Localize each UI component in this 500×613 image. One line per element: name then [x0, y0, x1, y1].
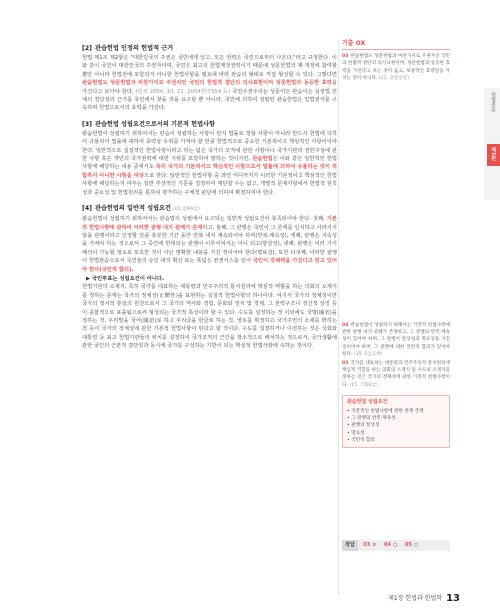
answer-value: × — [372, 542, 377, 548]
quiz-item — [342, 322, 450, 358]
section-number: [3] — [82, 120, 92, 128]
section-number: [2] — [82, 45, 92, 52]
quiz-number: 03 — [342, 54, 349, 60]
highlighted-text: 국민이 강제력을 가진다고 믿고 있어야 한다(국민적 합의). — [82, 258, 337, 273]
answer-number: 04 — [384, 542, 391, 548]
keyword-item: • 그 관행의 반복·계속성 — [347, 416, 396, 422]
section-number: [4] — [82, 205, 92, 213]
chapter-title: 제1장 헌법과 헌법학 — [388, 595, 443, 602]
main-column — [82, 44, 337, 351]
section-body — [82, 130, 337, 197]
section-heading — [82, 204, 337, 214]
keyword-item: • 국민적 합의 — [347, 437, 375, 443]
quiz-text: 관습헌법이 성립하기 위해서는 기본적 헌법사항에 관한 관행 내지 관례가 존재하고, 그 관행의 반복·계속성이 있어야 하며, 그 관행이 항상성과 명료성을 가진 것이어야 하며, 그 관행에 대한 국민적 합의가 있어야 한다. — [342, 323, 450, 357]
keyword-title: 관습헌법 성립요건 — [347, 398, 388, 405]
body-text: 하고, 둘째, 그 관행은 국민이 그 존재를 인식하고 사라지지 않을 관행이라고 인정할 만큼 충분한 기간 동안 반복 내지 계속되어야 하며(반복·계속성), 셋째, 관행은 지속성을 가져야 하는 것으로서 그 중간에 반대되는 관행이 이루어져서는 아니 되고(항상성), 넷째, 관행은 여러 가지 해석이 가능할 정도로 모호한 것이 아닌 명확한 내용을 가진 것이어야 한다(명료성). 또한 다섯째, 이러한 관행이 헌법관습으로서 국민들의 승인 내지 확신 또는 폭넓은 컨센서스를 얻어 — [82, 224, 337, 265]
body-text: 은 이와 같은 일반적인 헌법사항에 해당하는 내용 중에서도 — [82, 156, 337, 171]
quiz-text: 관습헌법도 성문헌법과 마찬가지로 주권자인 국민의 헌법적 결단의 의사표현이며, 성문헌법과 동등한 효력을 가진다고 보는 것이 옳고, 보충적인 효력만을 가지는 것이 아니다. — [342, 54, 450, 81]
section-heading — [82, 44, 337, 53]
answer-number: 05 — [404, 542, 412, 548]
quiz-source: (15. 국회8급) — [349, 382, 378, 388]
body-text: 으로 한다. 일반적인 헌법사항 중 과연 어디까지가 이러한 기본적이고 핵심적인 헌법사항에 해당하는지 여부는 일반 추상적인 기준을 설정하여 재단할 수는 없고, 개별적 문제사항에서 헌법적 원칙성과 중요성 및 헌법원리를 통하여 평가하는 구체적 판단에 의하여 확정하여야 한다. — [82, 172, 337, 196]
highlighted-text: 관습헌법도 성문헌법과 마찬가지로 주권자인 국민의 헌법적 결단의 의사표현이며 성문헌법과 동등한 효력 — [82, 80, 332, 87]
bullet-heading: ▶ 국민투표는 성립요건이 아니다. — [86, 275, 165, 282]
keyword-item: • 명료성 — [347, 430, 365, 436]
column-divider — [338, 40, 339, 595]
sidebar — [342, 40, 450, 448]
answer-value: ○ — [393, 542, 398, 548]
section-heading — [82, 120, 337, 129]
quiz-number: 04 — [342, 323, 349, 329]
section-body — [82, 54, 337, 113]
body-text: 관습헌법이 성립하기 위하여서는 관습이 성립하는 사항이 단지 법률로 정할 사항이 아니라 반드시 헌법에 의하여 규율되어 법률에 대하여 효력상 우위를 가져야 할 만큼 헌법적으로 중요한 기본적이고 핵심적인 사항이어야 한다. 일반적으로 실질적인 헌법사항이라고 하는 넓은 국가의 조직에 관한 사항이나 국가기관의 권한구성에 관한 사항 혹은 개인의 국가권력에 대한 지위를 포함하여 말하는 것이지만, — [82, 130, 337, 163]
page-number: 13 — [446, 593, 460, 604]
answer-label: 정답 — [342, 540, 358, 551]
answer-value: ○ — [413, 542, 419, 548]
highlighted-text: 관습헌법 — [252, 156, 273, 163]
source-citation: (헌재 2004. 10. 21. 2004헌마554 등) — [135, 88, 231, 95]
body-text: 헌법 제1조 제2항은 "대한민국의 주권은 국민에게 있고, 모든 권력은 국민으로부터 나온다."라고 규정한다. 이와 같이 국민이 대한민국의 주권자이며, 국민은 최고의 헌법제정권력이기 때문에 성문헌법의 제·개정에 참여할 뿐만 아니라 헌법전에 포함되지 아니한 헌법사항을 필요에 따라 관습의 형태로 직접 형성할 수 있다. 그렇다면 — [82, 55, 337, 78]
section-body — [82, 215, 337, 274]
quiz-source: (22. 경찰승진) — [378, 75, 410, 81]
body-text: 헌법기관의 소재지, 특히 국가를 대표하는 대통령과 민주주의적 통치원리에 핵심적 역할을 하는 의회의 소재지를 정하는 문제는 국가의 정체성(正體性)을 표현하는 실질적 헌법사항의 하나이다. 여기서 국가의 정체성이란 국가의 정서적 통일의 원천으로서 그 국가의 역사와 경험, 문화와 정치 및 경제, 그 권력구조나 정신적 상징 등이 종합적으로 표출됨으로써 형성되는 국가적 특성이라 할 수 있다. 수도를 설정하는 것 이외에도 국명(國名)을 정하는 것, 우리말을 국어(國語)로 하고 우리글을 한글로 하는 것, 영토를 획정하고 국가주권의 소재를 밝히는 것 등이 국가의 정체성에 관한 기본적 헌법사항이 된다고 할 것이다. 수도를 설정하거나 이전하는 것은 국회와 대통령 등 최고 헌법기관들의 위치를 설정하여 국가조직의 근간을 장소적으로 배치하는 것으로서, 국가생활에 관한 국민의 근본적 결단임과 동시에 국가를 구성하는 기반이 되는 핵심적 헌법사항에 속하는 것이다. — [82, 284, 337, 350]
quiz-item — [342, 360, 450, 389]
page-footer — [330, 593, 460, 604]
ox-title: 기출 OX — [342, 40, 450, 50]
quiz-number: 05 — [342, 361, 349, 367]
answer-number: 03 — [363, 542, 371, 548]
body-text: 국민주권주의는 성문이든 관습이든 실정법 전체의 정당성의 근거를 국민에서 찾을 것을 요구할 뿐 아니라, 국민에 의하여 정립된 관습헌법은 입법권자를 구속하며 헌법으로서의 효력을 가진다. — [82, 88, 338, 112]
keyword-item: • 관행의 항상성 — [347, 423, 380, 429]
side-tab-label: 헌법총론 — [490, 92, 496, 112]
highlighted-text: 기본적 헌법사항에 관하여 어떠한 관행 내지 관례가 존재 — [82, 216, 338, 231]
quiz-text: 국가를 대표하는 대통령과 민주주의적 통치원리에 핵심적 역할을 하는 의회의 소재지 및 수도의 소재지를 정하는 것은 국가의 정체성에 관한 기본적 헌법사항이다. — [342, 361, 450, 388]
highlighted-text: 특히 국가의 기본적이고 핵심적인 사항으로서 법률에 의하여 규율하는 것이 적합하지 아니한 사항을 대상 — [82, 164, 338, 179]
source-citation: (05 법원9급) — [173, 207, 200, 213]
body-text: 관습헌법이 성립하기 위하여서는 관습법의 성립에서 요구되는 일반적 성립요건이 충족되어야 한다. 첫째, — [82, 216, 325, 223]
section-title: 관습헌법 인정의 헌법적 근거 — [94, 45, 174, 52]
active-tab-label: 제1편 — [490, 147, 496, 161]
keyword-item: • 기본적인 헌법사항에 관한 관행 존재 — [347, 409, 424, 415]
answer-bar — [342, 540, 450, 551]
quiz-source: (15. 5급공채) — [353, 351, 383, 357]
section-title: 관습헌법 성립요건으로서의 기본적 헌법사항 — [94, 120, 215, 128]
quiz-item — [342, 53, 450, 82]
keyword-box — [342, 395, 450, 448]
body-text: 을 가진다고 보아야 한다. — [82, 80, 337, 95]
section-title: 관습헌법의 일반적 성립요건 — [94, 205, 172, 213]
